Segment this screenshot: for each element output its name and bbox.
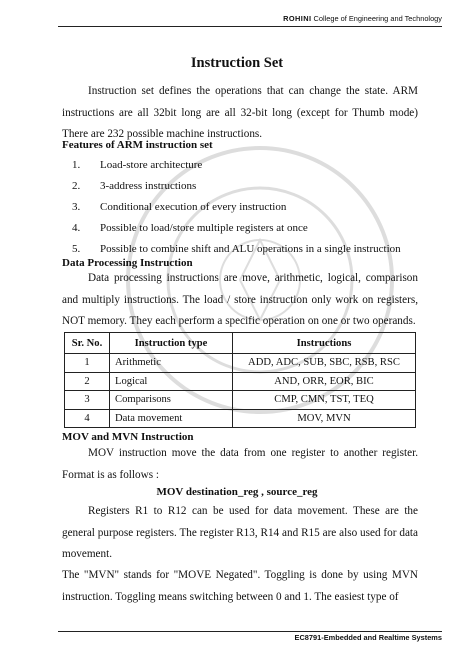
header-brand: ROHINI	[283, 14, 312, 23]
data-processing-text: Data processing instructions are move, arithmetic, logical, comparison and multiply instructions. The load / store instruction only work on registers, NOT memory. They each perform a specific operation on one or two operands.	[62, 272, 418, 327]
cell-sr-no: 3	[65, 391, 110, 410]
cell-instruction-type: Arithmetic	[110, 354, 233, 373]
cell-instruction-type: Logical	[110, 372, 233, 391]
page-footer: EC8791-Embedded and Realtime Systems	[294, 633, 442, 642]
registers-paragraph	[62, 501, 418, 566]
cell-sr-no: 2	[65, 372, 110, 391]
table-header-row	[65, 333, 416, 354]
feature-item	[72, 222, 308, 234]
intro-text: Instruction set defines the operations that can change the state. ARM instructions are all 32bit long are all 32-bit long (except for Thumb mode) There are 232 possible machine instructions.	[62, 85, 418, 140]
cell-instruction-type: Comparisons	[110, 391, 233, 410]
footer-divider	[58, 631, 442, 632]
intro-paragraph	[62, 81, 418, 146]
feature-item	[72, 159, 202, 171]
column-header-sr-no: Sr. No.	[65, 333, 110, 354]
feature-text: Possible to combine shift and ALU operations in a single instruction	[100, 243, 401, 255]
mov-paragraph	[62, 443, 418, 486]
header-divider	[58, 26, 442, 27]
cell-instruction-type: Data movement	[110, 409, 233, 428]
cell-instructions: MOV, MVN	[233, 409, 416, 428]
feature-number: 3.	[72, 201, 81, 213]
feature-text: Conditional execution of every instruction	[100, 201, 287, 213]
feature-item	[72, 243, 401, 255]
feature-number: 1.	[72, 159, 81, 171]
mov-syntax: MOV destination_reg , source_reg	[156, 486, 318, 498]
table-row	[65, 409, 416, 428]
table-row	[65, 372, 416, 391]
feature-number: 4.	[72, 222, 81, 234]
feature-text: 3-address instructions	[100, 180, 197, 192]
feature-item	[72, 201, 286, 213]
feature-item	[72, 180, 196, 192]
header-college: College of Engineering and Technology	[313, 14, 442, 23]
feature-text: Possible to load/store multiple registers at once	[100, 222, 308, 234]
mvn-paragraph	[62, 565, 418, 608]
cell-sr-no: 1	[65, 354, 110, 373]
page-title: Instruction Set	[190, 55, 284, 71]
feature-number: 2.	[72, 180, 81, 192]
mov-mvn-heading: MOV and MVN Instruction	[62, 431, 194, 443]
table-row	[65, 354, 416, 373]
mvn-text: The "MVN" stands for "MOVE Negated". Toggling is done by using MVN instruction. Toggling means switching between 0 and 1. The easiest type of	[62, 569, 418, 603]
feature-text: Load-store architecture	[100, 159, 203, 171]
registers-text: Registers R1 to R12 can be used for data movement. These are the general purpose registers. The register R13, R14 and R15 are also used for data movement.	[62, 505, 418, 560]
mov-text: MOV instruction move the data from one register to another register. Format is as follows :	[62, 447, 418, 481]
cell-sr-no: 4	[65, 409, 110, 428]
cell-instructions: ADD, ADC, SUB, SBC, RSB, RSC	[233, 354, 416, 373]
instruction-types-table	[64, 332, 416, 428]
data-processing-heading: Data Processing Instruction	[62, 257, 193, 269]
data-processing-paragraph	[62, 268, 418, 333]
page-header	[283, 14, 442, 23]
features-heading: Features of ARM instruction set	[62, 139, 213, 151]
column-header-instruction-type: Instruction type	[110, 333, 233, 354]
table-row	[65, 391, 416, 410]
cell-instructions: CMP, CMN, TST, TEQ	[233, 391, 416, 410]
cell-instructions: AND, ORR, EOR, BIC	[233, 372, 416, 391]
column-header-instructions: Instructions	[233, 333, 416, 354]
feature-number: 5.	[72, 243, 81, 255]
